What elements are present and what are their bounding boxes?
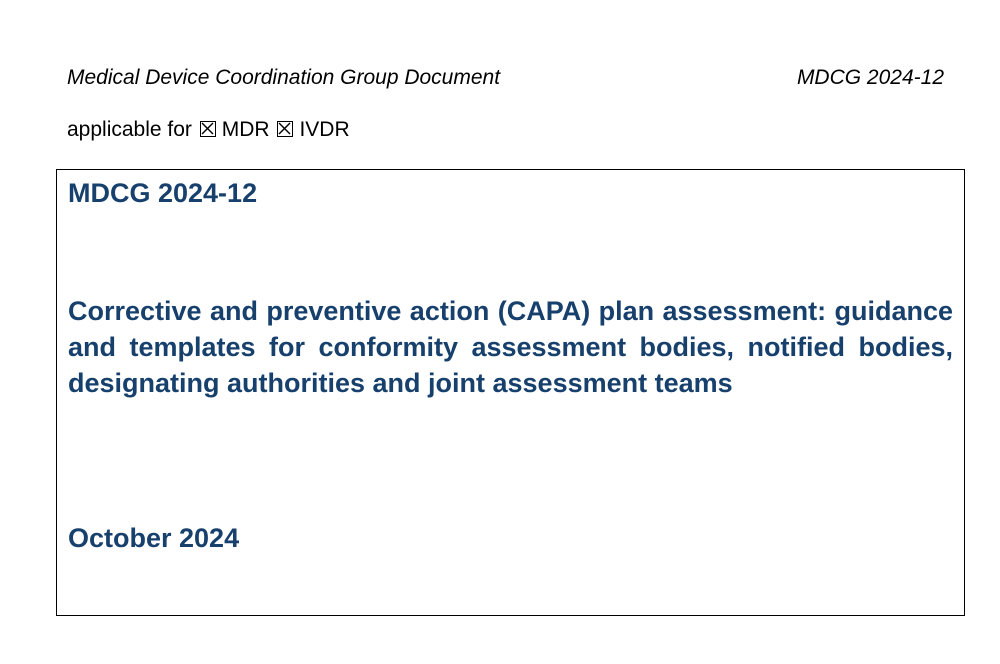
document-title: Corrective and preventive action (CAPA) plan assessment: guidance and templates for conformity assessment bodies, notified bodies, designating authorities and joint assessment teams [68, 296, 953, 398]
applicability-line [67, 118, 350, 142]
mdr-label: MDR [221, 118, 270, 141]
mdr-checkbox-checked-icon [200, 121, 216, 137]
title-box [56, 169, 965, 616]
ivdr-checkbox-checked-icon [277, 121, 293, 137]
document-date: October 2024 [68, 523, 240, 553]
header-document-code: MDCG 2024-12 [796, 66, 944, 89]
ivdr-label: IVDR [299, 118, 350, 141]
header-document-type: Medical Device Coordination Group Document [67, 66, 501, 89]
document-code: MDCG 2024-12 [68, 178, 258, 208]
applicability-prefix: applicable for [67, 118, 192, 141]
